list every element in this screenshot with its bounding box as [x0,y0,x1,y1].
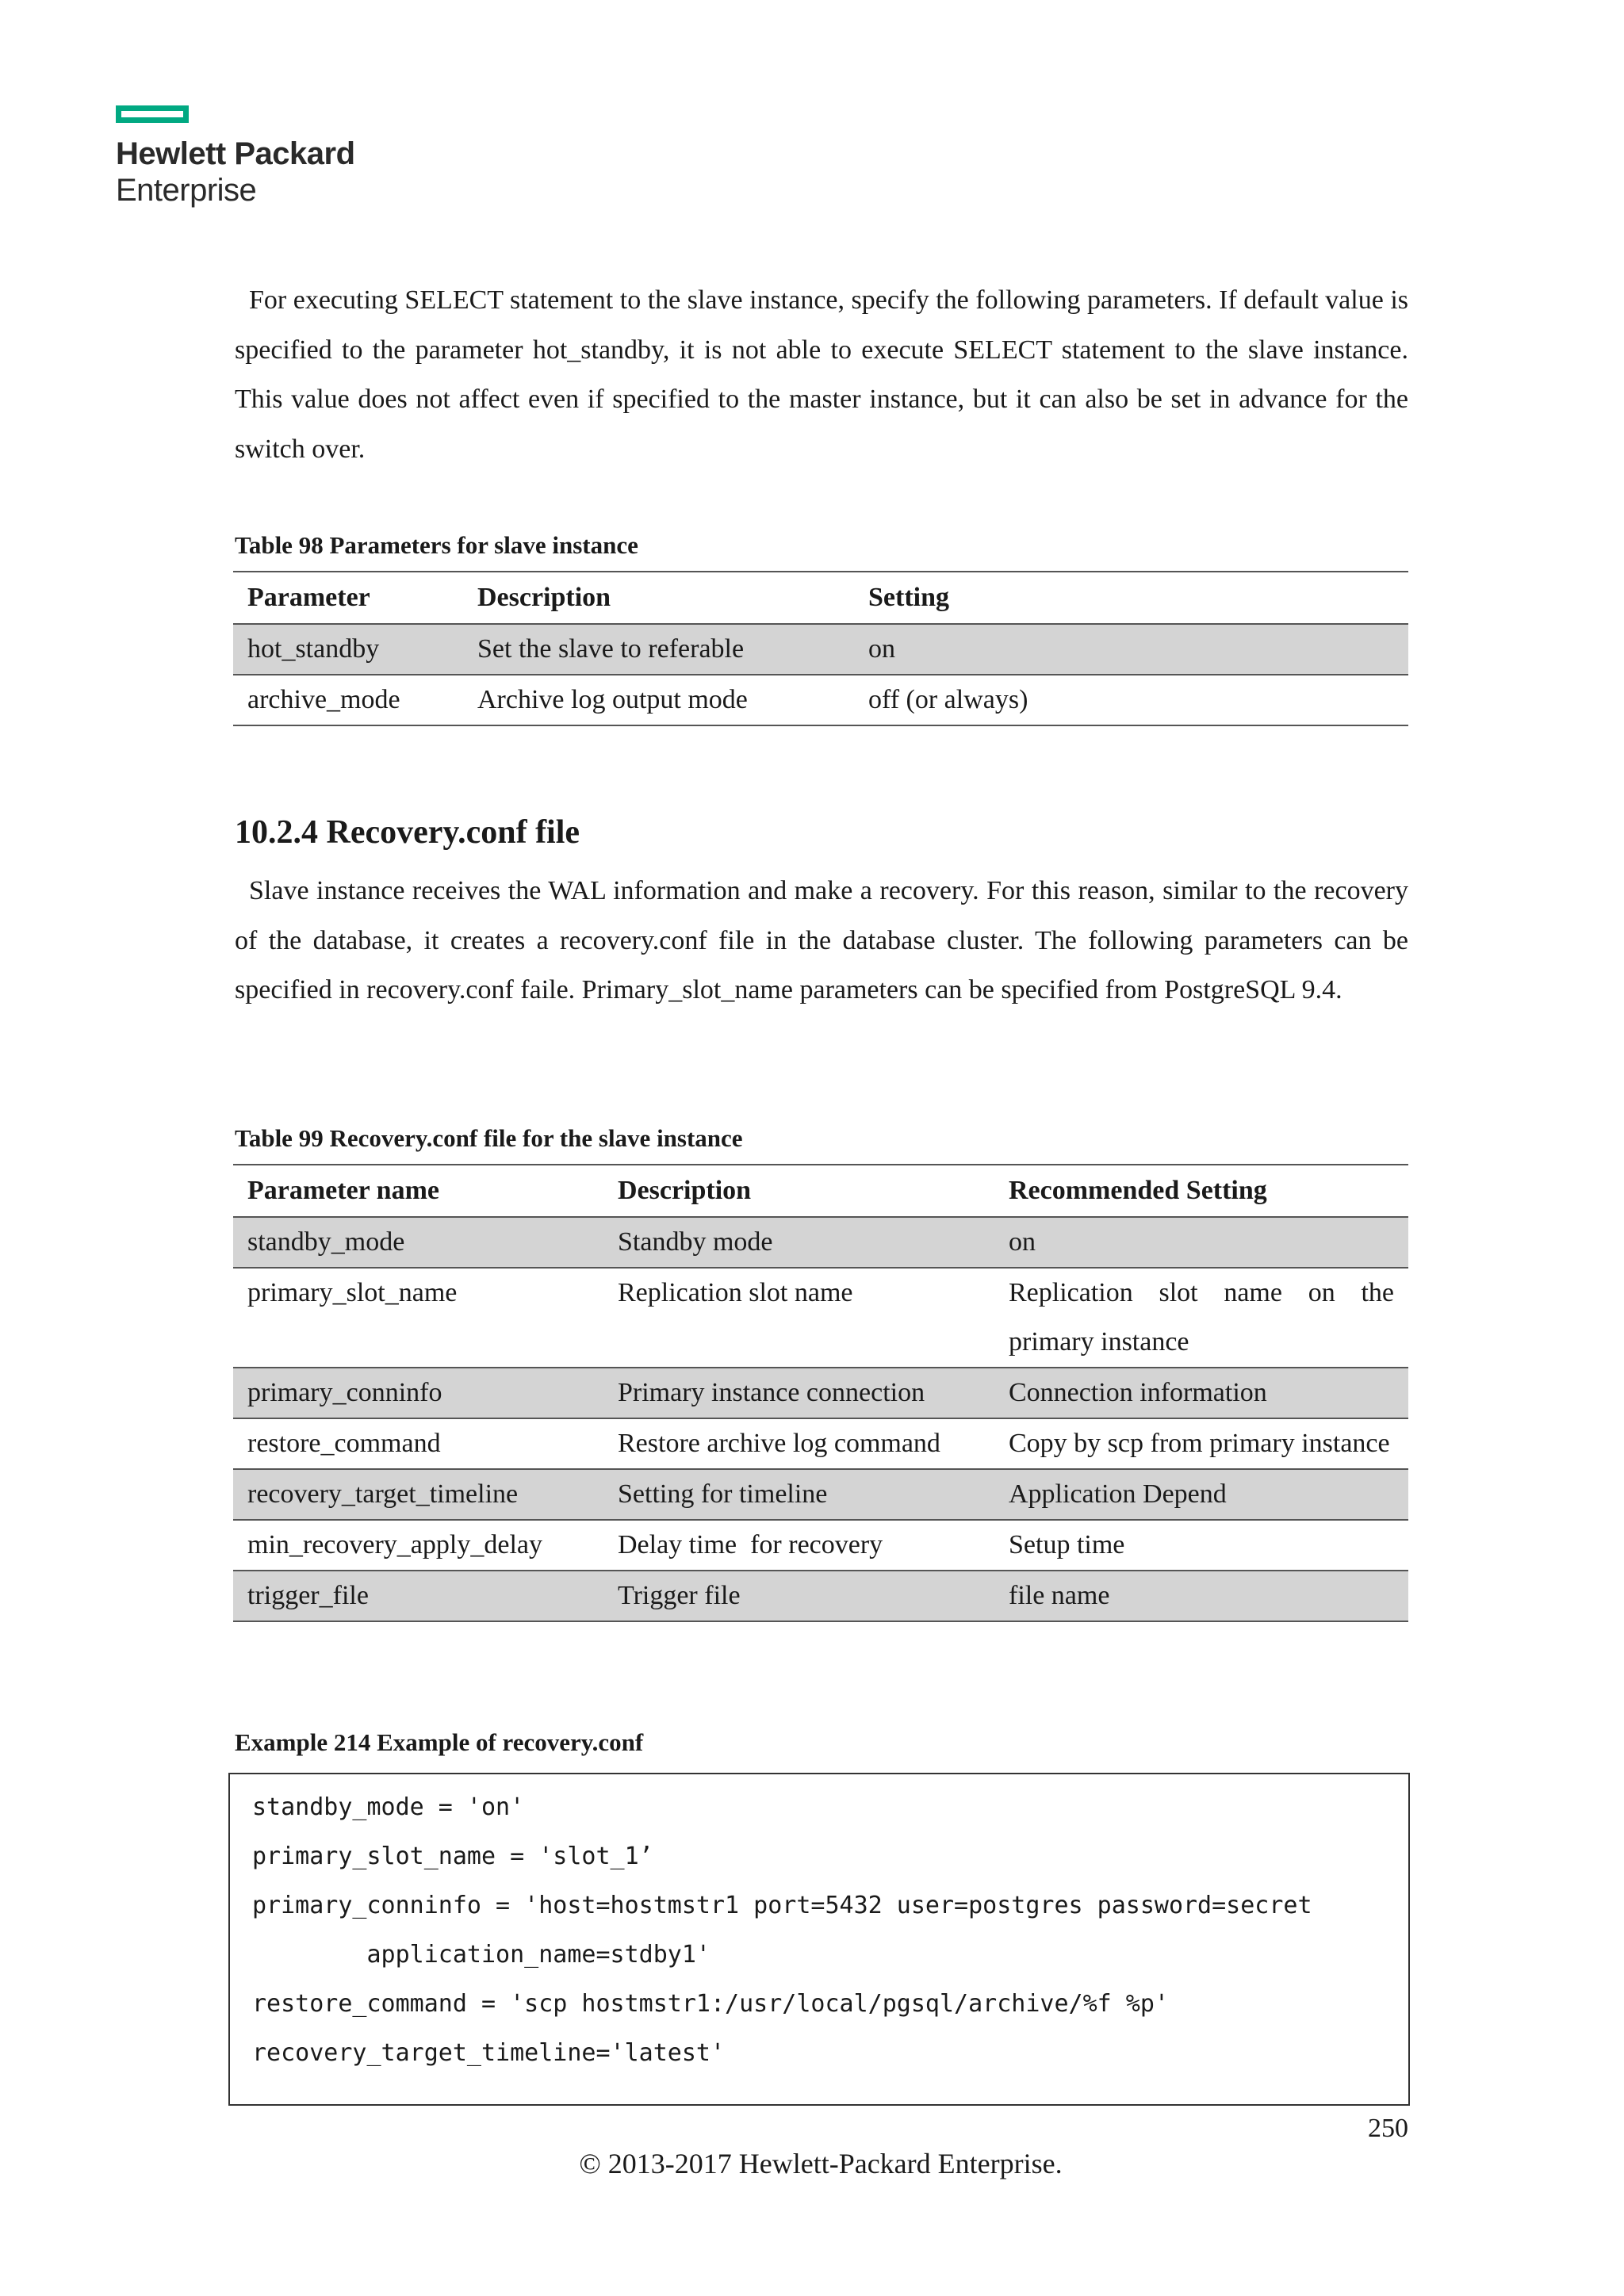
table-row [233,624,1408,675]
code-block [228,1773,1410,2106]
table-header-row [233,572,1408,624]
code-line: recovery_target_timeline='latest' [252,2039,726,2067]
page-number: 250 [1368,2114,1408,2143]
code-line: standby_mode = 'on' [252,1793,525,1821]
table-cell: Trigger file [603,1571,994,1621]
section-body [235,867,1408,1016]
logo-line2: Enterprise [116,173,257,208]
table-cell: on [994,1217,1408,1268]
table-cell: standby_mode [233,1217,603,1268]
table-cell: primary_slot_name [233,1268,603,1368]
table-cell: Standby mode [603,1217,994,1268]
table-cell: Application Depend [994,1469,1408,1520]
table-cell: archive_mode [233,675,463,725]
code-line: primary_conninfo = 'host=hostmstr1 port=5432 user=postgres password=secret [252,1892,1312,1919]
table-cell: off (or always) [854,675,1408,725]
example-caption: Example 214 Example of recovery.conf [235,1728,644,1756]
table-header-row [233,1165,1408,1217]
table-cell: restore_command [233,1418,603,1469]
intro-paragraph: For executing SELECT statement to the slave instance, specify the following parameters. If default value is specified to the parameter hot_standby, it is not able to execute SELECT statement to the slave instance. This value does not affect even if specified to the master instance, but it can also be set in advance for the switch over. [235,285,1408,464]
table-cell: Delay time for recovery [603,1520,994,1571]
table-row [233,1368,1408,1418]
column-header: Setting [854,572,1408,624]
copyright-notice: © 2013-2017 Hewlett-Packard Enterprise. [579,2148,1063,2179]
column-header: Parameter name [233,1165,603,1217]
table-cell: recovery_target_timeline [233,1469,603,1520]
table-row [233,1268,1408,1368]
column-header: Parameter [233,572,463,624]
logo-line1: Hewlett Packard [116,136,355,171]
table-row [233,1418,1408,1469]
table99 [233,1164,1408,1622]
table-cell: Primary instance connection [603,1368,994,1418]
logo-bar-icon [116,105,189,123]
table-cell: Restore archive log command [603,1418,994,1469]
table-cell: Replication slot name on the primary instance [994,1268,1408,1368]
table-row [233,1571,1408,1621]
table98 [233,571,1408,726]
table-cell: Copy by scp from primary instance [994,1418,1408,1469]
table99-caption: Table 99 Recovery.conf file for the slave instance [235,1124,743,1152]
table-cell: trigger_file [233,1571,603,1621]
column-header: Description [603,1165,994,1217]
table-cell: Setting for timeline [603,1469,994,1520]
table-cell: hot_standby [233,624,463,675]
table-cell: Archive log output mode [463,675,854,725]
table-row [233,1217,1408,1268]
table-cell: Replication slot name [603,1268,994,1368]
table-cell: file name [994,1571,1408,1621]
table-row [233,1469,1408,1520]
column-header: Description [463,572,854,624]
section-paragraph: Slave instance receives the WAL information and make a recovery. For this reason, similar to the recovery of the database, it creates a recovery.conf file in the database cluster. The following parameters can be specified in recovery.conf faile. Primary_slot_name parameters can be specified from PostgreSQL 9.4. [235,876,1408,1004]
table-cell: primary_conninfo [233,1368,603,1418]
code-line: application_name=stdby1' [252,1941,710,1969]
table98-caption: Table 98 Parameters for slave instance [235,531,638,559]
intro-section [235,276,1408,474]
column-header: Recommended Setting [994,1165,1408,1217]
section-heading: 10.2.4 Recovery.conf file [235,814,580,851]
code-line: primary_slot_name = 'slot_1’ [252,1843,653,1870]
table-cell: min_recovery_apply_delay [233,1520,603,1571]
table-cell: Connection information [994,1368,1408,1418]
table-cell: Setup time [994,1520,1408,1571]
table-row [233,1520,1408,1571]
table-cell: Set the slave to referable [463,624,854,675]
code-line: restore_command = 'scp hostmstr1:/usr/local/pgsql/archive/%f %p' [252,1990,1169,2018]
table-cell: on [854,624,1408,675]
hpe-logo [116,105,362,209]
table-row [233,675,1408,725]
